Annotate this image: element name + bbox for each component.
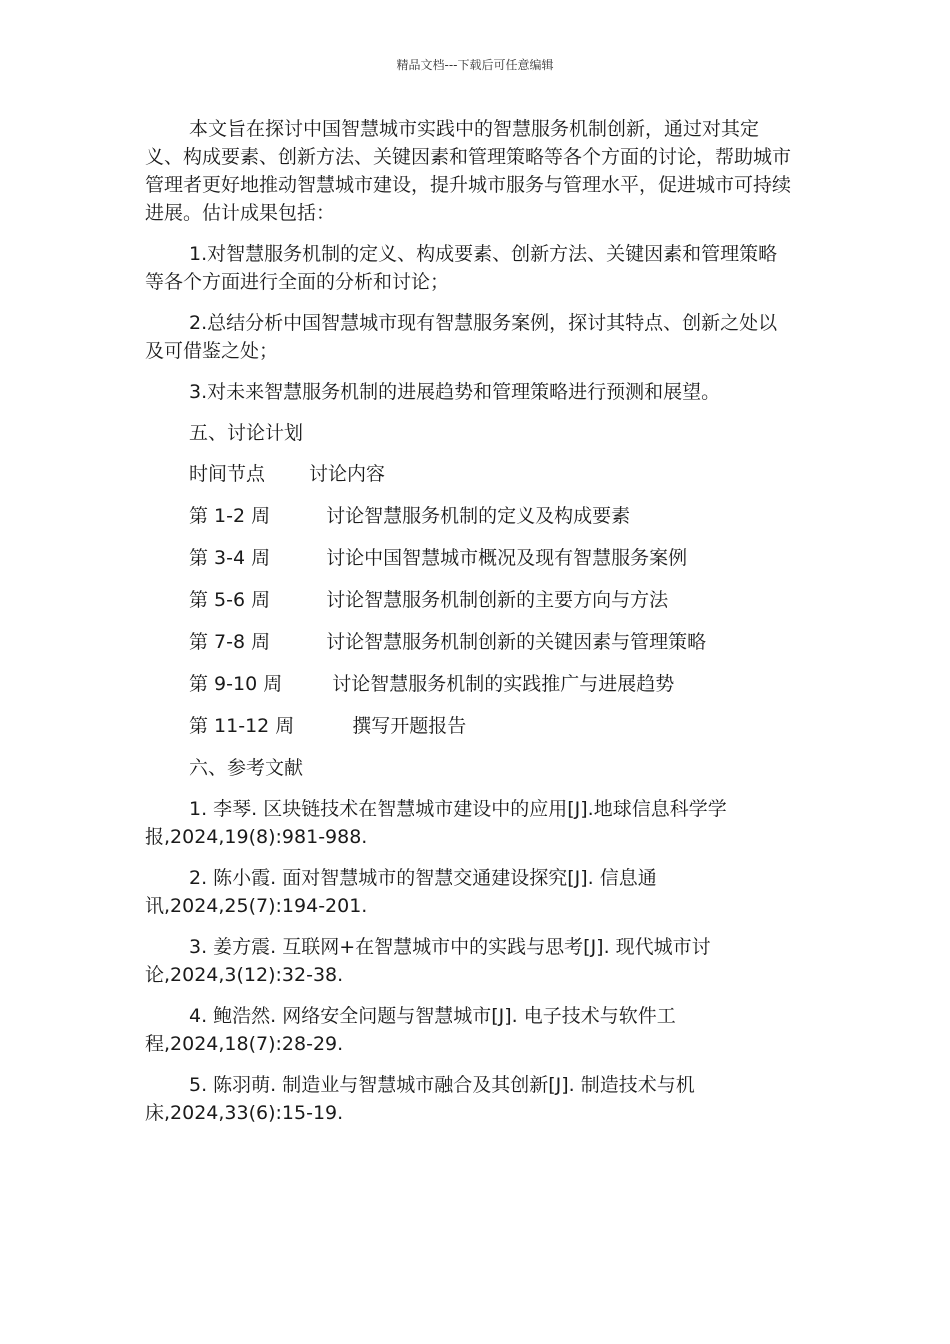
intro-paragraph: 本文旨在探讨中国智慧城市实践中的智慧服务机制创新，通过对其定义、构成要素、创新方法、关键因素和管理策略等各个方面的讨论，帮助城市管理者更好地推动智慧城市建设，提升城市服务与管理水平，促进城市可持续进展。估计成果包括： bbox=[145, 118, 792, 224]
outcome-item: 1.对智慧服务机制的定义、构成要素、创新方法、关键因素和管理策略等各个方面进行全面的分析和讨论； bbox=[145, 243, 778, 293]
schedule-row bbox=[145, 544, 795, 572]
outcome-item: 2.总结分析中国智慧城市现有智慧服务案例，探讨其特点、创新之处以及可借鉴之处； bbox=[145, 312, 778, 362]
reference-item: 2. 陈小霞. 面对智慧城市的智慧交通建设探究[J]. 信息通讯,2024,25(7):194-201. bbox=[145, 867, 657, 917]
schedule-header-row bbox=[145, 460, 795, 488]
schedule-row bbox=[145, 628, 795, 656]
schedule-table bbox=[145, 460, 795, 740]
reference-item: 1. 李琴. 区块链技术在智慧城市建设中的应用[J].地球信息科学学报,2024,19(8):981-988. bbox=[145, 798, 727, 848]
schedule-time: 第 7-8 周 bbox=[189, 631, 271, 653]
reference-item: 5. 陈羽萌. 制造业与智慧城市融合及其创新[J]. 制造技术与机床,2024,33(6):15-19. bbox=[145, 1074, 695, 1124]
schedule-content: 讨论智慧服务机制的实践推广与进展趋势 bbox=[332, 673, 675, 695]
section-5-heading: 五、讨论计划 bbox=[189, 422, 304, 444]
schedule-content: 讨论智慧服务机制创新的主要方向与方法 bbox=[326, 589, 669, 611]
schedule-col-time: 时间节点 bbox=[189, 463, 266, 485]
schedule-content: 撰写开题报告 bbox=[352, 715, 467, 737]
schedule-time: 第 11-12 周 bbox=[189, 715, 295, 737]
document-body bbox=[145, 115, 795, 1140]
section-6-heading: 六、参考文献 bbox=[189, 757, 304, 779]
schedule-time: 第 5-6 周 bbox=[189, 589, 271, 611]
outcome-item: 3.对未来智慧服务机制的进展趋势和管理策略进行预测和展望。 bbox=[189, 381, 721, 403]
page-header: 精品文档---下载后可任意编辑 bbox=[396, 58, 554, 72]
schedule-row bbox=[145, 502, 795, 530]
schedule-row bbox=[145, 670, 795, 698]
schedule-content: 讨论智慧服务机制的定义及构成要素 bbox=[326, 505, 631, 527]
schedule-row bbox=[145, 712, 795, 740]
reference-item: 3. 姜方震. 互联网+在智慧城市中的实践与思考[J]. 现代城市讨论,2024,3(12):32-38. bbox=[145, 936, 711, 986]
reference-item: 4. 鲍浩然. 网络安全问题与智慧城市[J]. 电子技术与软件工程,2024,18(7):28-29. bbox=[145, 1005, 676, 1055]
schedule-time: 第 1-2 周 bbox=[189, 505, 271, 527]
schedule-time: 第 3-4 周 bbox=[189, 547, 271, 569]
schedule-row bbox=[145, 586, 795, 614]
schedule-content: 讨论智慧服务机制创新的关键因素与管理策略 bbox=[326, 631, 707, 653]
schedule-col-content: 讨论内容 bbox=[309, 463, 386, 485]
schedule-content: 讨论中国智慧城市概况及现有智慧服务案例 bbox=[326, 547, 688, 569]
schedule-time: 第 9-10 周 bbox=[189, 673, 283, 695]
